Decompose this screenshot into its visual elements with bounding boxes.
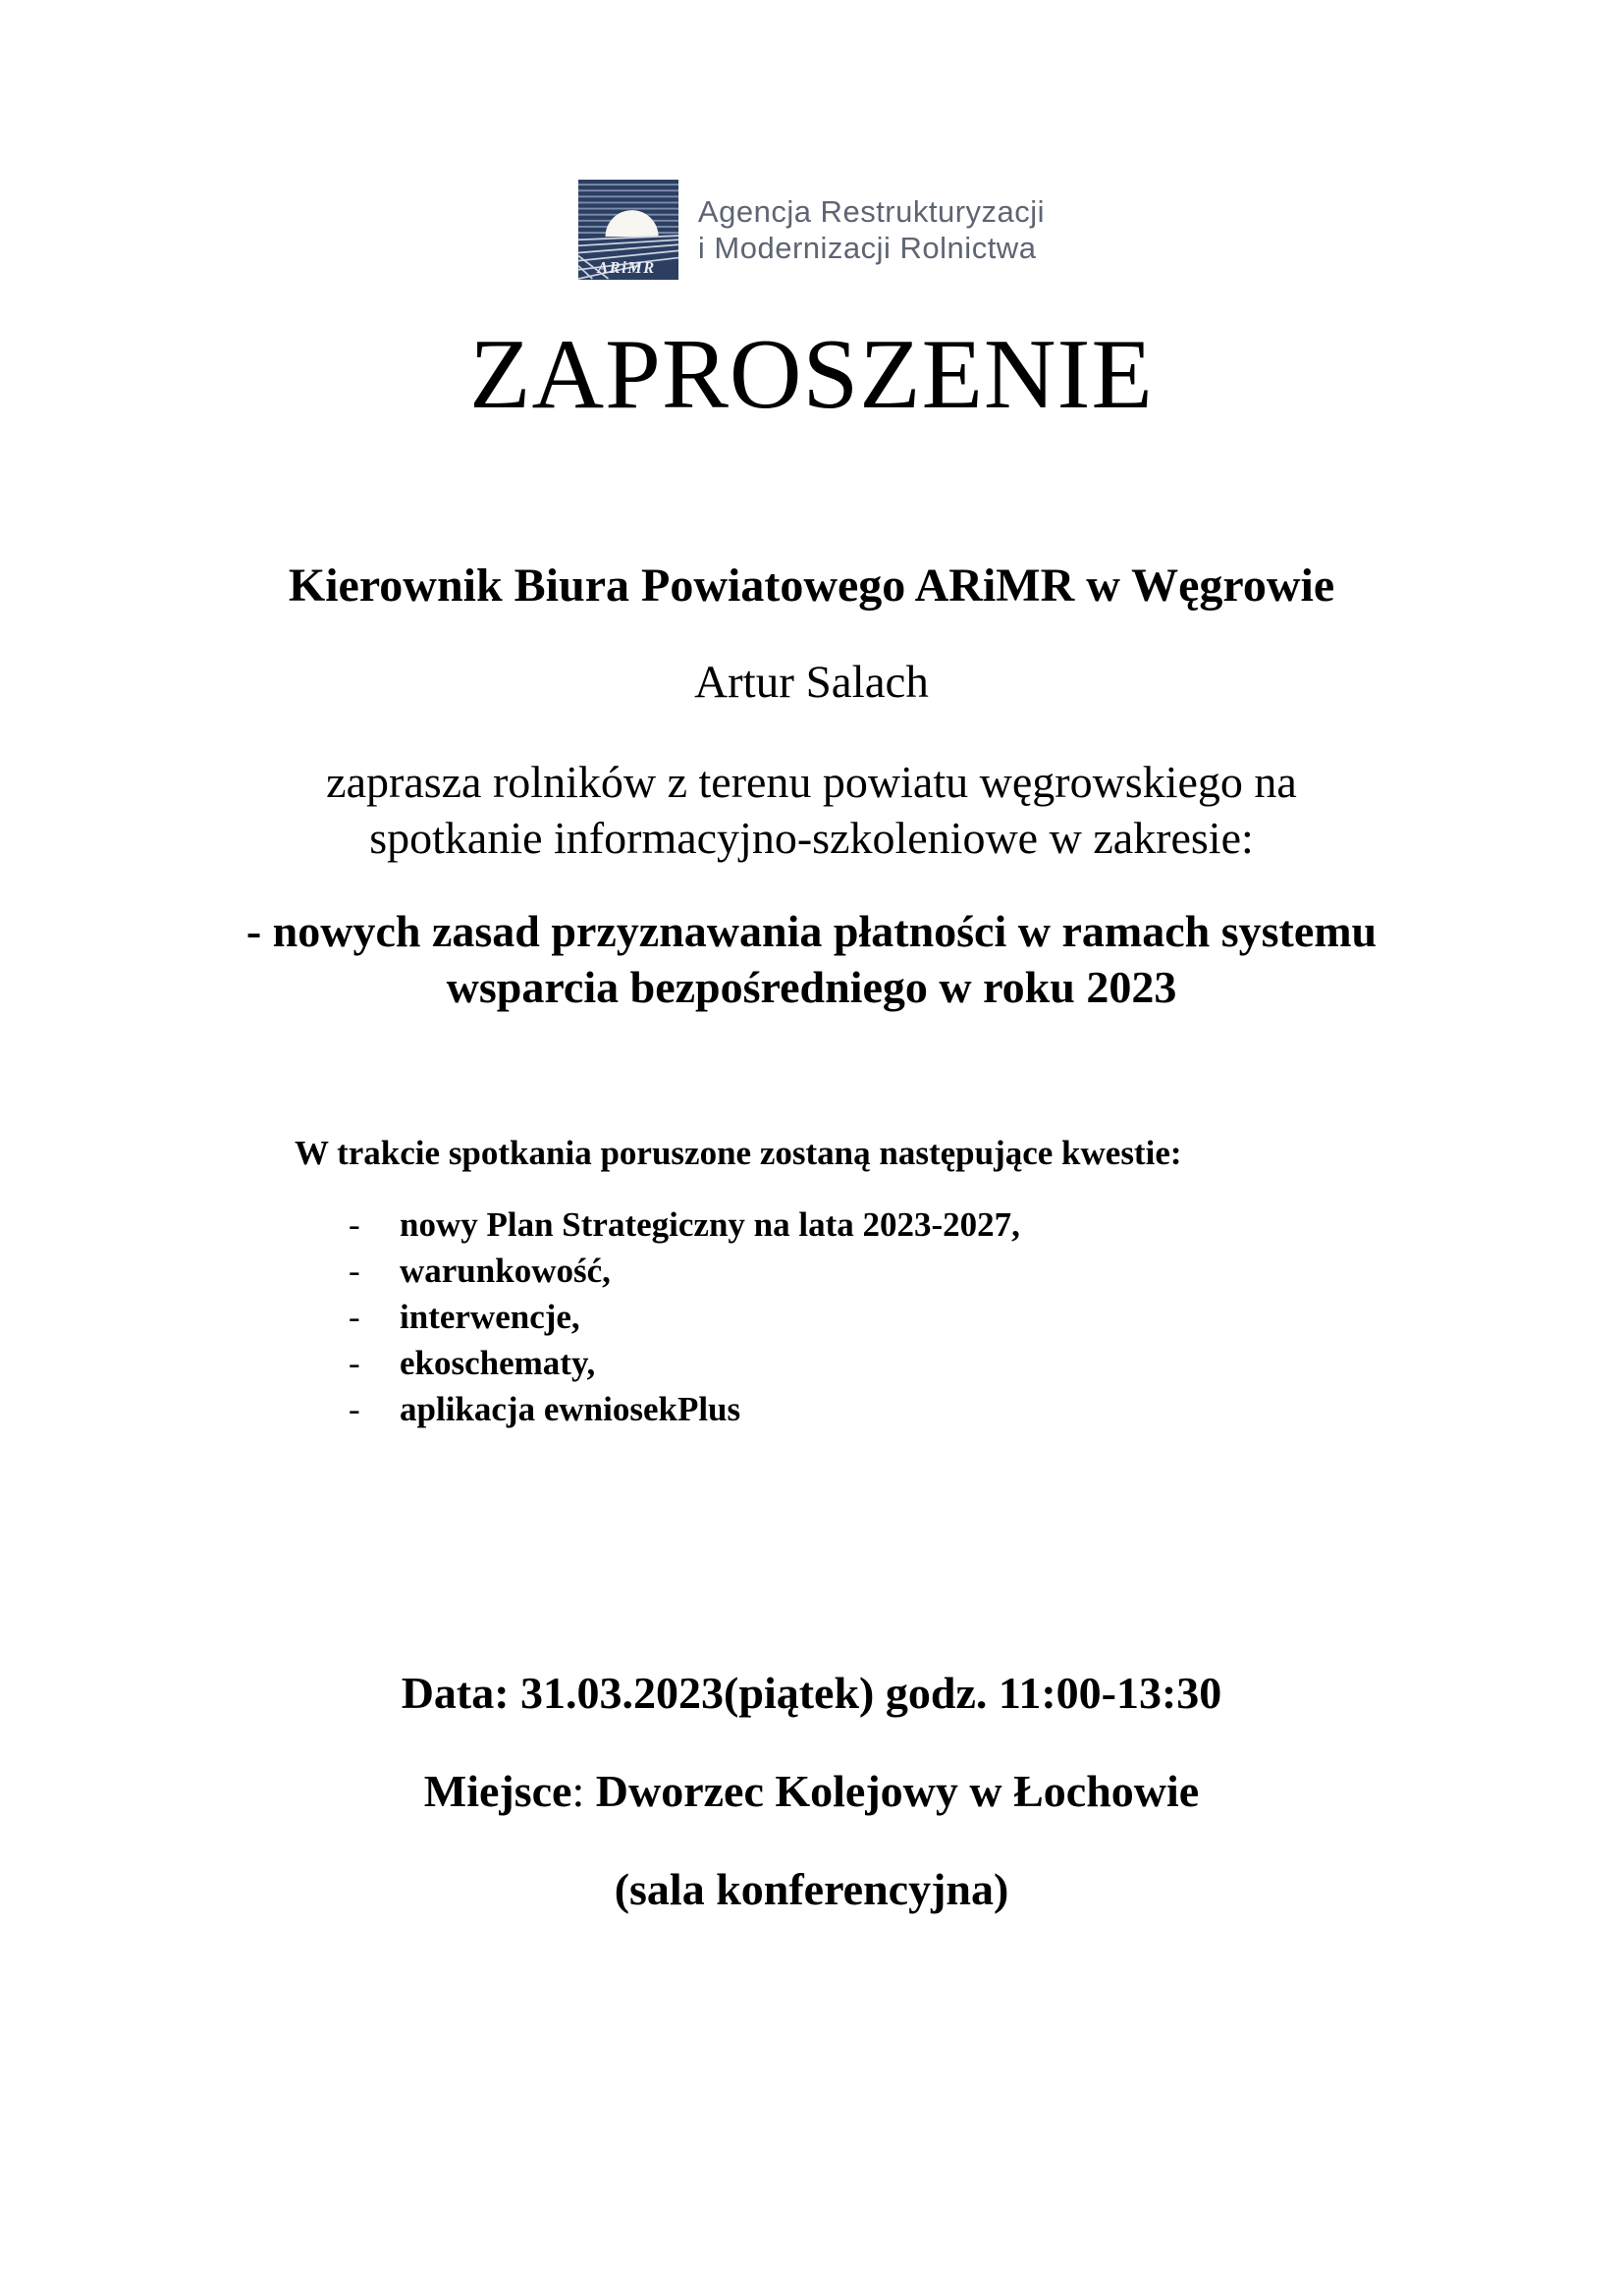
bullet-dash: - [349,1344,360,1382]
topic-paragraph [0,903,1623,1015]
org-name [698,193,1045,266]
place-value: Dworzec Kolejowy w Łochowie [584,1766,1200,1816]
agenda-heading: W trakcie spotkania poruszone zostaną następujące kwestie: [295,1134,1182,1172]
topic-line1: - nowych zasad przyznawania płatności w ramach systemu [245,906,1378,956]
invitation-line2: spotkanie informacyjno-szkoleniowe w zakresie: [369,813,1254,863]
date-line: Data: 31.03.2023(piątek) godz. 11:00-13:30 [401,1668,1222,1718]
agenda-item-label: ekoschematy, [400,1344,596,1382]
place-label: Miejsce [423,1766,572,1816]
arimr-logo-block [0,180,1623,280]
bullet-dash: - [349,1252,360,1290]
agenda-item-label: aplikacja ewniosekPlus [400,1390,741,1428]
org-name-line2: i Modernizacji Rolnictwa [697,231,1037,265]
place-line [0,1764,1623,1819]
bullet-dash: - [349,1205,360,1244]
list-item [349,1294,1623,1340]
agenda-item-label: interwencje, [400,1298,580,1336]
list-item [349,1248,1623,1294]
list-item [349,1386,1623,1432]
arimr-acronym: ARiMR [597,257,656,277]
org-name-line1: Agencja Restrukturyzacji [697,194,1046,229]
arimr-logo-icon [578,180,678,280]
bullet-dash: - [349,1390,360,1428]
agenda-item-label: warunkowość, [400,1252,611,1290]
host-heading: Kierownik Biura Powiatowego ARiMR w Węgrowie [288,560,1335,612]
page-title: ZAPROSZENIE [469,319,1154,430]
presenter-name: Artur Salach [694,657,929,708]
invitation-paragraph [0,754,1623,866]
room-line: (sala konferencyjna) [614,1864,1009,1914]
topic-line2: wsparcia bezpośredniego w roku 2023 [446,962,1177,1012]
bullet-dash: - [349,1298,360,1336]
agenda-item-label: nowy Plan Strategiczny na lata 2023-2027, [400,1205,1020,1244]
invitation-line1: zaprasza rolników z terenu powiatu węgrowskiego na [326,757,1297,807]
place-colon: : [571,1766,585,1816]
agenda-list [349,1201,1623,1432]
list-item [349,1340,1623,1386]
list-item [349,1201,1623,1248]
